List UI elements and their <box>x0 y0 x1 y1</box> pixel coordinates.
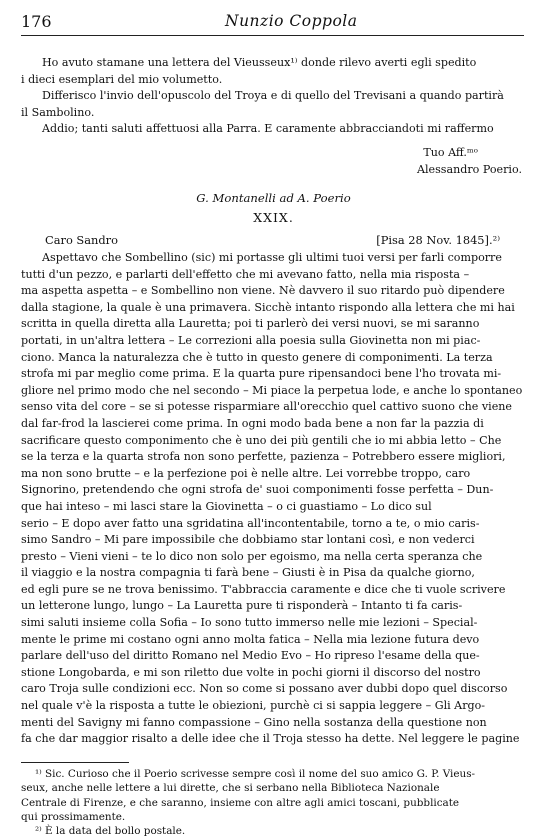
page-number: 176 <box>21 12 52 31</box>
body-line: dalla stagione, la quale è una primavera. Sicchè intanto rispondo alla lettera che mi hai <box>21 300 515 314</box>
footnote-line: Centrale di Firenze, e che saranno, insieme con altre agli amici toscani, pubblicate <box>21 796 460 809</box>
letter-closing: Tuo Aff.ᵐᵒ <box>423 145 478 159</box>
body-line: tutti d'un pezzo, e parlarti dell'effetto che mi avevano fatto, nella mia risposta – <box>21 267 470 281</box>
body-line: menti del Savigny mi fanno compassione – Gino nella sostanza della questione non <box>21 715 487 729</box>
page-header <box>21 12 522 34</box>
footnote-rule <box>21 762 129 763</box>
body-line: ma non sono brutte – e la perfezione poi è nelle altre. Lei vorrebbe troppo, caro <box>21 466 471 480</box>
salutation: Caro Sandro <box>45 233 118 247</box>
body-line: parlare dell'uso del diritto Romano nel Medio Evo – Ho ripreso l'esame della que- <box>21 649 480 663</box>
body-line: serio – E dopo aver fatto una sgridatina all'incontentabile, torno a te, o mio caris- <box>21 516 480 530</box>
body-line: se la terza e la quarta strofa non sono perfette, pazienza – Potrebbero essere migliori, <box>21 450 506 464</box>
footnote-line: ¹⁾ Sic. Curioso che il Poerio scrivesse sempre così il nome del suo amico G. P. Vieus- <box>35 768 476 780</box>
letter-correspondents: G. Montanelli ad A. Poerio <box>196 191 351 205</box>
text-line: i dieci esemplari del mio volumetto. <box>21 72 223 86</box>
body-line: dal far-frod la lascierei come prima. In ogni modo bada bene a non far la pazzia di <box>21 416 484 430</box>
text-line: il Sambolino. <box>21 105 95 119</box>
body-line: simi saluti insieme colla Sofia – Io sono tutto immerso nelle mie lezioni – Special- <box>21 616 478 630</box>
letter-body <box>21 250 526 748</box>
body-line: ma aspetta aspetta – e Sombellino non viene. Nè davvero il suo ritardo può dipendere <box>21 284 505 298</box>
body-line: caro Troja sulle condizioni ecc. Non so come si possano aver dubbi dopo quel discorso <box>21 682 508 696</box>
text-line: Differisco l'invio dell'opuscolo del Troya e di quello del Trevisani a quando partirà <box>42 89 504 103</box>
body-line: Aspettavo che Sombellino (sic) mi portasse gli ultimi tuoi versi per farli comporre <box>42 251 502 264</box>
body-line: presto – Vieni vieni – te lo dico non solo per egoismo, ma nella certa speranza che <box>21 549 483 563</box>
body-line: sacrificare questo componimento che è uno dei più gentili che io mi abbia letto – Che <box>21 433 502 447</box>
body-line: senso vita del core – se si potesse risparmiare all'orecchio quel cattivo suono che viene <box>21 400 512 414</box>
text-line: Addio; tanti saluti affettuosi alla Parra. E caramente abbracciandoti mi raffermo <box>42 122 494 136</box>
letter-dateline: [Pisa 28 Nov. 1845].²⁾ <box>376 233 500 247</box>
previous-letter-ending <box>21 55 526 178</box>
body-line: scritta in quella diretta alla Lauretta; poi ti parlerò dei versi nuovi, se mi saranno <box>21 317 480 331</box>
body-line: simo Sandro – Mi pare impossibile che dobbiamo star lontani così, e non vederci <box>21 533 475 547</box>
body-line: fa che dar maggior risalto a delle idee che il Troja stesso ha dette. Nel leggere le pagine <box>21 732 520 746</box>
body-line: portati, in un'altra lettera – Le correzioni alla poesia sulla Giovinetta non mi piac- <box>21 333 481 347</box>
body-line: ed egli pure se ne trova benissimo. T'abbraccia caramente e dice che ti vuole scrivere <box>21 582 506 596</box>
body-line: strofa mi par meglio come prima. E la quarta pure ripensandoci bene l'ho trovata mi- <box>21 367 502 381</box>
body-line: que hai inteso – mi lasci stare la Giovinetta – o ci guastiamo – Lo dico sul <box>21 499 432 513</box>
body-line: ciono. Manca la naturalezza che è tutto in questo genere di componimenti. La terza <box>21 350 493 364</box>
text-line: Ho avuto stamane una lettera del Vieusseux¹⁾ donde rilevo averti egli spedito <box>42 56 477 69</box>
footnote-line: qui prossimamente. <box>21 810 126 823</box>
body-line: stione Longobarda, e mi son riletto due volte in pochi giorni il discorso del nostro <box>21 665 481 679</box>
letter-signature: Alessandro Poerio. <box>416 162 522 176</box>
salutation-row <box>21 231 526 249</box>
body-line: il viaggio e la nostra compagnia ti farà bene – Giusti è in Pisa da qualche giorno, <box>21 566 475 580</box>
body-line: gliore nel primo modo che nel secondo – Mi piace la perpetua lode, e anche lo spontaneo <box>21 383 523 397</box>
body-line: un letterone lungo, lungo – La Lauretta pure ti risponderà – Intanto ti fa caris- <box>21 599 463 613</box>
footnote-line: seux, anche nelle lettere a lui dirette, che si serbano nella Biblioteca Nazionale <box>21 782 440 795</box>
body-line: mente le prime mi costano ogni anno molta fatica – Nella mia lezione futura devo <box>21 632 480 646</box>
body-line: Signorino, pretendendo che ogni strofa de' suoi componimenti fosse perfetta – Dun- <box>21 483 494 497</box>
running-head: Nunzio Coppola <box>225 12 358 30</box>
body-line: nel quale v'è la risposta a tutte le obiezioni, purchè ci si sappia leggere – Gli Argo- <box>21 699 486 713</box>
new-letter-heading <box>21 189 526 227</box>
letter-number: XXIX. <box>253 210 294 225</box>
footnote-line: ²⁾ È la data del bollo postale. <box>35 825 186 838</box>
footnotes <box>21 767 526 838</box>
header-rule <box>21 35 524 36</box>
